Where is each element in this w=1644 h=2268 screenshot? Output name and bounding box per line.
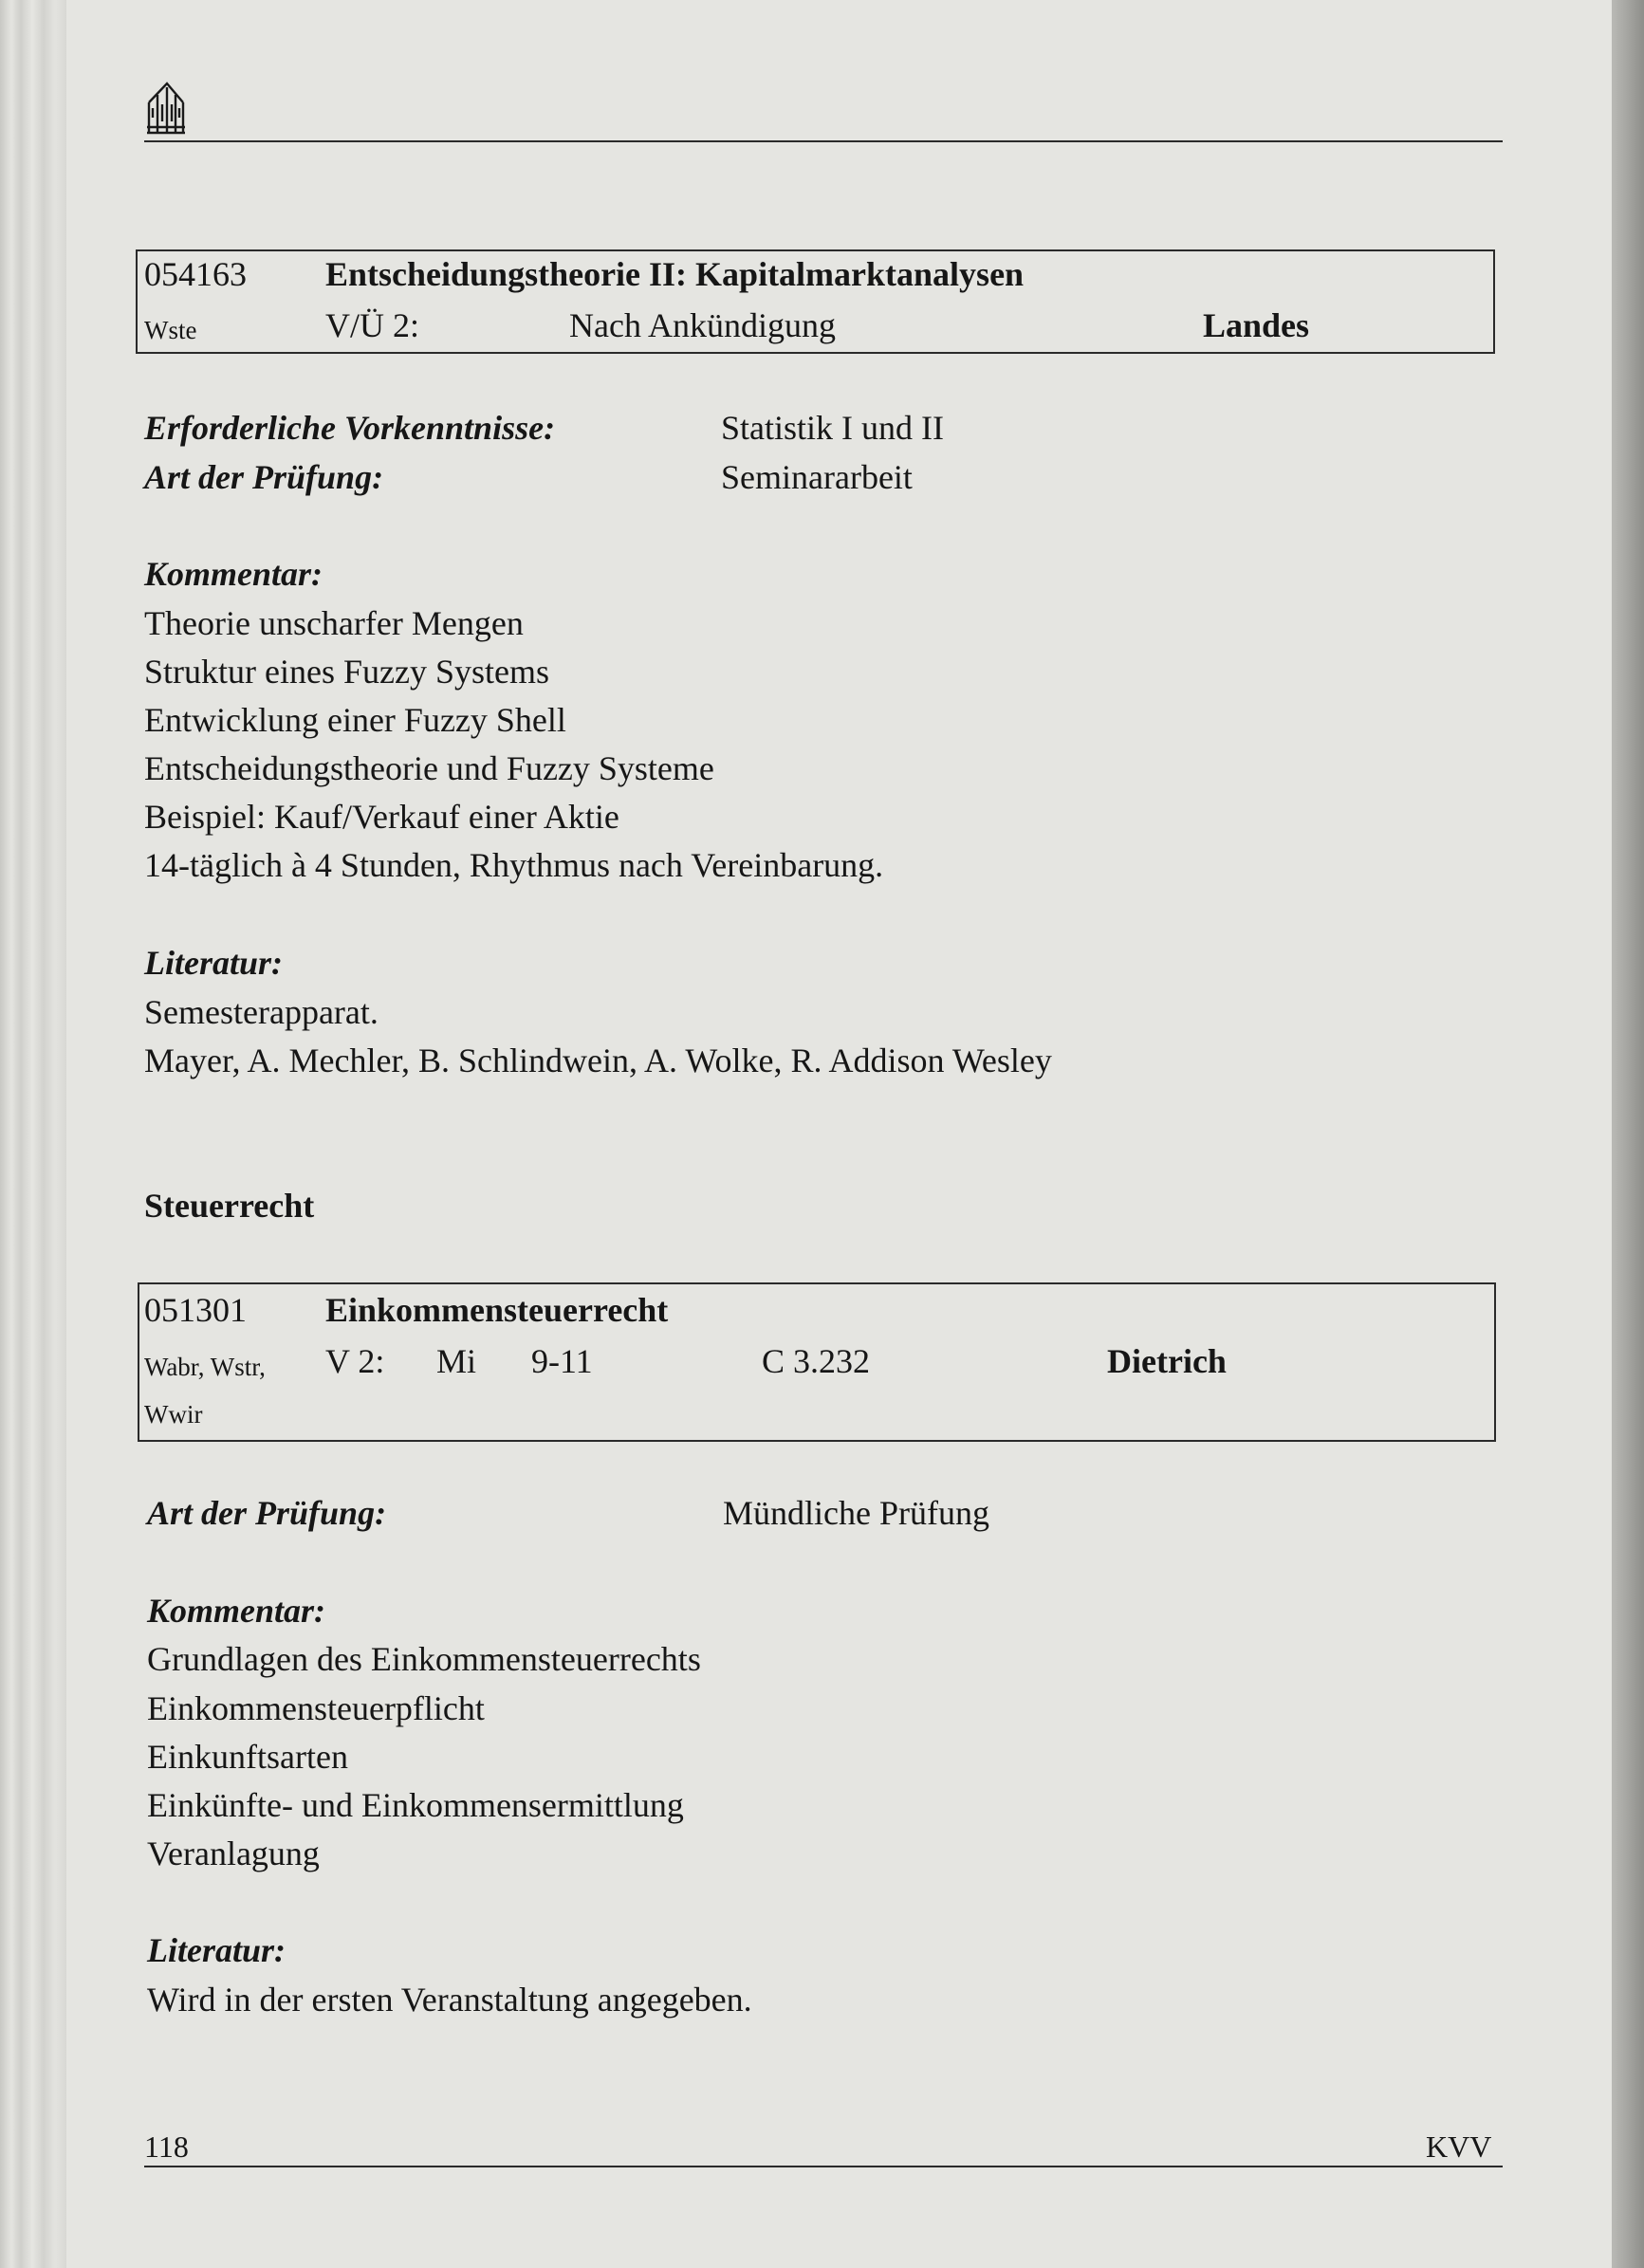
course-number: 054163 [144,255,247,293]
comment-line: Entwicklung einer Fuzzy Shell [144,701,566,739]
comment-line: Einkünfte- und Einkommensermittlung [147,1786,684,1824]
university-building-icon [144,80,188,137]
course-code: Wwir [144,1400,203,1429]
course-room: C 3.232 [762,1342,871,1380]
comment-line: Grundlagen des Einkommensteuerrechts [147,1640,701,1678]
course-lecturer: Landes [1203,306,1310,344]
course-lecturer: Dietrich [1107,1342,1227,1380]
course-code: Wste [144,316,197,344]
literature-line: Mayer, A. Mechler, B. Schlindwein, A. Wolke, R. Addison Wesley [144,1042,1052,1079]
course-day: Mi [436,1342,477,1380]
comment-line: Veranlagung [147,1835,320,1872]
course-number: 051301 [144,1291,247,1329]
comment-line: Struktur eines Fuzzy Systems [144,653,549,691]
exam-type-value: Mündliche Prüfung [723,1494,989,1532]
course-title: Einkommensteuerrecht [325,1291,669,1329]
literature-label: Literatur: [147,1931,286,1969]
exam-type-value: Seminararbeit [721,458,913,496]
footer-label: KVV [1426,2130,1492,2164]
course-code: Wabr, Wstr, [144,1353,266,1381]
comment-line: Einkommensteuerpflicht [147,1689,485,1727]
prerequisites-value: Statistik I und II [721,409,944,447]
course-title: Entscheidungstheorie II: Kapitalmarktanalysen [325,255,1025,293]
literature-line: Wird in der ersten Veranstaltung angegeben. [147,1981,752,2019]
comment-label: Kommentar: [144,555,323,593]
course-time: 9-11 [531,1342,593,1380]
comment-line: 14-täglich à 4 Stunden, Rhythmus nach Vereinbarung. [144,846,884,884]
book-spine-shadow-right [1612,0,1644,2268]
course-type: V/Ü 2: [325,306,419,344]
header-rule [144,140,1503,142]
comment-label: Kommentar: [147,1592,326,1630]
comment-line: Entscheidungstheorie und Fuzzy Systeme [144,749,714,787]
exam-type-label: Art der Prüfung: [144,458,384,496]
comment-line: Theorie unscharfer Mengen [144,604,524,642]
book-page-edges-left [0,0,66,2268]
course-schedule: Nach Ankündigung [569,306,836,344]
section-heading: Steuerrecht [144,1187,315,1225]
exam-type-label: Art der Prüfung: [147,1494,387,1532]
prerequisites-label: Erforderliche Vorkenntnisse: [144,409,556,447]
footer-rule [144,2166,1503,2167]
comment-line: Beispiel: Kauf/Verkauf einer Aktie [144,798,619,836]
course-type: V 2: [325,1342,385,1380]
literature-line: Semesterapparat. [144,993,379,1031]
page-number: 118 [144,2130,189,2164]
comment-line: Einkunftsarten [147,1738,348,1776]
literature-label: Literatur: [144,944,284,982]
